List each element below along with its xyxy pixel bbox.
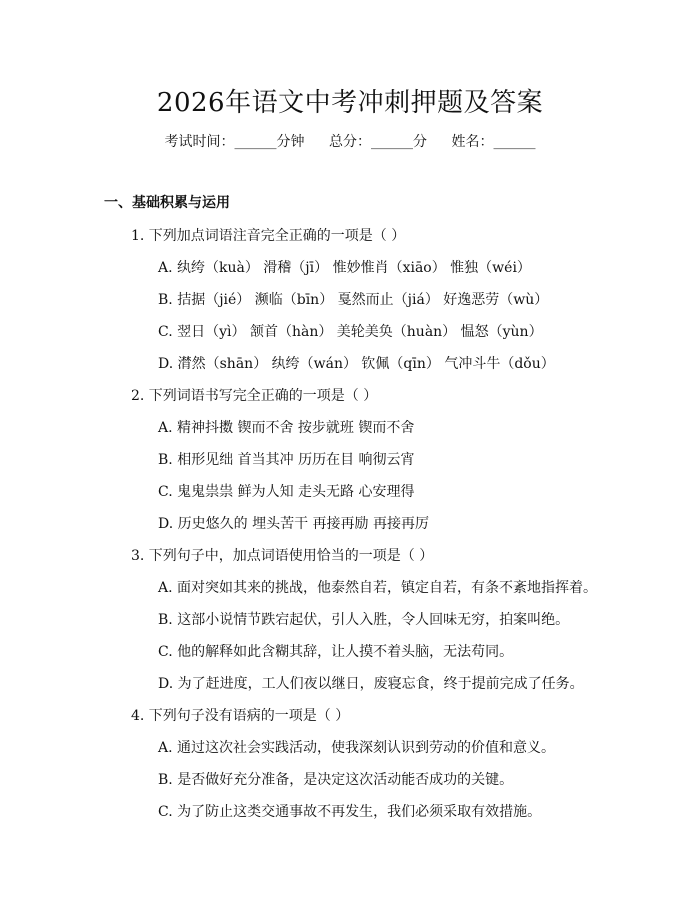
page-title: 2026年语文中考冲刺押题及答案 [156,88,544,118]
exam-time: 考试时间：______分钟 [164,134,305,150]
question-1-option-d: D. 潸然（shān） 纨绔（wán） 钦佩（qīn） 气冲斗牛（dǒu） [158,356,555,372]
question-3-option-c: C. 他的解释如此含糊其辞，让人摸不着头脑，无法苟同。 [158,644,514,660]
student-name: 姓名：______ [451,134,536,150]
question-1-option-a: A. 纨绔（kuà） 滑稽（jī） 惟妙惟肖（xiāo） 惟独（wéi） [158,260,531,276]
question-3-option-b: B. 这部小说情节跌宕起伏，引人入胜，令人回味无穷，拍案叫绝。 [158,612,570,628]
question-3-option-a: A. 面对突如其来的挑战，他泰然自若，镇定自若，有条不紊地指挥着。 [158,580,598,596]
question-3-option-d: D. 为了赶进度，工人们夜以继日，废寝忘食，终于提前完成了任务。 [158,676,584,692]
question-1-option-c: C. 翌日（yì） 颔首（hàn） 美轮美奂（huàn） 愠怒（yùn） [158,324,543,340]
question-2-option-d: D. 历史悠久的 埋头苦干 再接再励 再接再厉 [158,516,429,532]
question-2: 2. 下列词语书写完全正确的一项是（ ） [131,388,378,404]
question-2-option-c: C. 鬼鬼祟祟 鲜为人知 走头无路 心安理得 [158,484,415,500]
question-4-option-c: C. 为了防止这类交通事故不再发生，我们必须采取有效措施。 [158,804,542,820]
question-1-option-b: B. 拮据（jié） 濒临（bīn） 戛然而止（jiá） 好逸恶劳（wù） [158,292,549,308]
question-2-option-a: A. 精神抖擞 锲而不舍 按步就班 锲而不舍 [158,420,415,436]
exam-info [0,131,700,151]
exam-score: 总分：______分 [329,134,427,150]
question-2-option-b: B. 相形见绌 首当其冲 历历在目 响彻云宵 [158,452,415,468]
question-4-option-a: A. 通过这次社会实践活动，使我深刻认识到劳动的价值和意义。 [158,740,556,756]
section-heading: 一、基础积累与运用 [104,195,230,211]
question-4: 4. 下列句子没有语病的一项是（ ） [131,708,350,724]
question-1: 1. 下列加点词语注音完全正确的一项是（ ） [131,228,406,244]
question-3: 3. 下列句子中，加点词语使用恰当的一项是（ ） [131,548,434,564]
question-4-option-b: B. 是否做好充分准备，是决定这次活动能否成功的关键。 [158,772,514,788]
